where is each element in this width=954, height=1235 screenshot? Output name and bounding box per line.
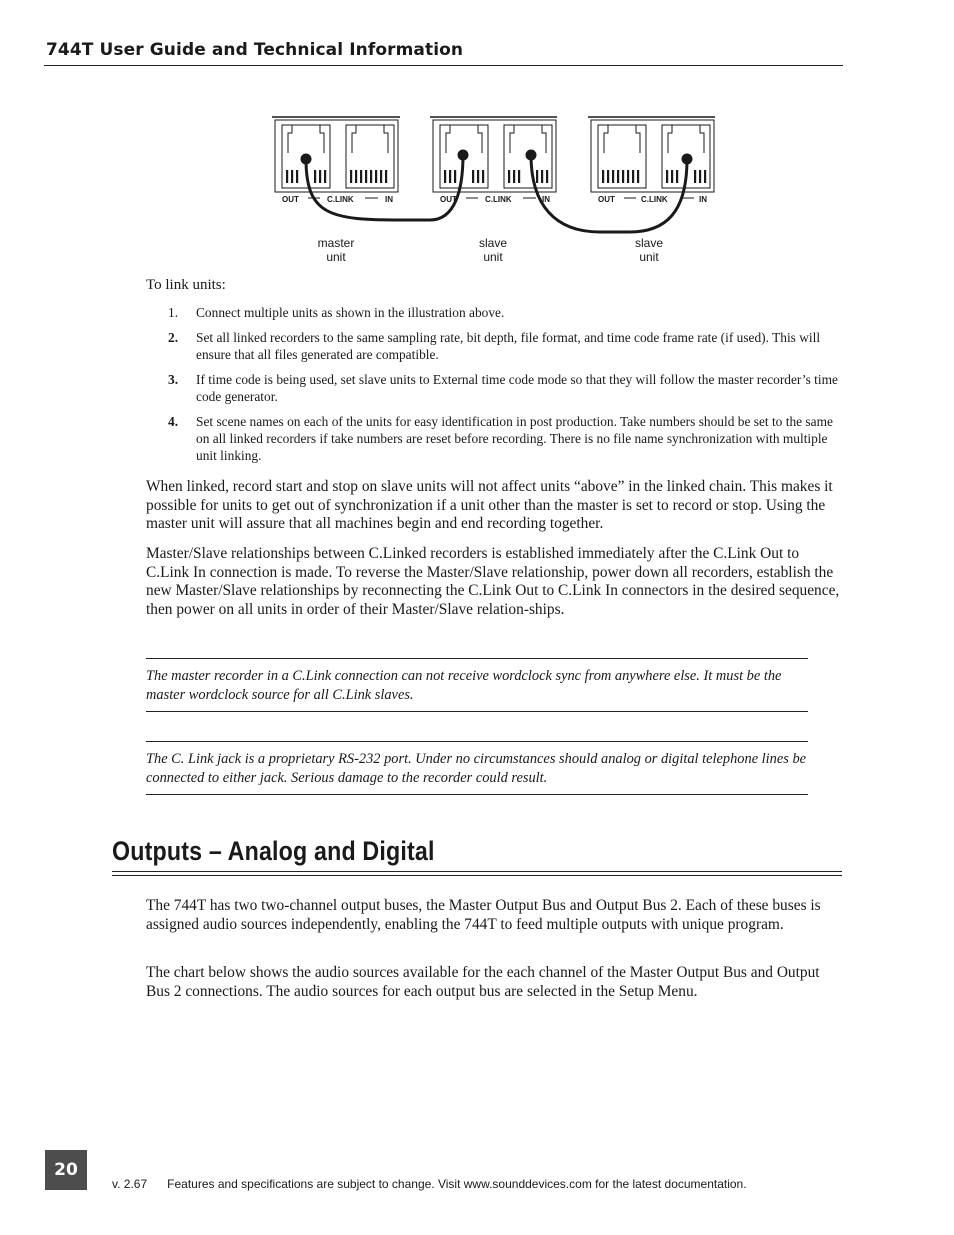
jack-label-in-3: IN bbox=[699, 195, 707, 204]
note-rs232-warning bbox=[146, 741, 808, 795]
jack-label-in-1: IN bbox=[385, 195, 393, 204]
clink-cables bbox=[306, 155, 687, 232]
step-number: 3. bbox=[168, 372, 179, 387]
note-wordclock bbox=[146, 658, 808, 712]
list-item bbox=[168, 413, 844, 464]
section-rule bbox=[112, 871, 842, 872]
paragraph-master-slave: Master/Slave relationships between C.Linked recorders is established immediately after the C.Link Out to C.Link In connection is made. To reverse the Master/Slave relationship, power down all recorders, establish the new Master/Slave relationships by reconnecting the C.Link Out to C.Link In connectors in the desired sequence, then power on all units in order of their Master/Slave relation-ships. bbox=[146, 545, 840, 619]
footer-text: Features and specifications are subject to change. Visit www.sounddevices.com for the latest documentation. bbox=[167, 1177, 747, 1191]
step-text: Set all linked recorders to the same sampling rate, bit depth, file format, and time code frame rate (if used). This will ensure that all files generated are compatible. bbox=[196, 330, 821, 362]
section-rule bbox=[112, 875, 842, 876]
jack-pins bbox=[286, 170, 706, 183]
paragraph-chart-intro: The chart below shows the audio sources available for the each channel of the Master Output Bus and Output Bus 2 connections. The audio sources for each output bus are selected in the Setup Menu. bbox=[146, 964, 820, 1000]
page-number-badge: 20 bbox=[45, 1150, 87, 1190]
list-item bbox=[168, 304, 844, 321]
jack-label-in-2: IN bbox=[542, 195, 550, 204]
cable-plugs bbox=[301, 150, 693, 165]
step-text: Connect multiple units as shown in the illustration above. bbox=[196, 305, 505, 320]
step-number: 4. bbox=[168, 414, 179, 429]
unit-caption-2-line1: slave bbox=[478, 236, 508, 250]
jack-label-out-3: OUT bbox=[598, 195, 615, 204]
unit-caption-1-line1: master bbox=[317, 236, 355, 250]
jack-label-out-2: OUT bbox=[440, 195, 457, 204]
step-number: 1. bbox=[168, 305, 179, 320]
jack-label-clink-2: C.LINK bbox=[485, 195, 512, 204]
unit-caption-3-line2: unit bbox=[639, 250, 659, 264]
unit-caption-1-line2: unit bbox=[326, 250, 346, 264]
jack-label-clink-3: C.LINK bbox=[641, 195, 668, 204]
step-text: If time code is being used, set slave units to External time code mode so that they will follow the master recorder’s time code generator. bbox=[196, 372, 838, 404]
paragraph-linked-record: When linked, record start and stop on slave units will not affect units “above” in the linked chain. This makes it possible for units to get out of synchronization if a unit other than the master is set to record or stop. Using the master unit will assure that all machines begin and end recording together. bbox=[146, 478, 833, 533]
step-number: 2. bbox=[168, 330, 179, 345]
section-heading: Outputs – Analog and Digital bbox=[112, 836, 435, 866]
unit-caption-3-line1: slave bbox=[634, 236, 664, 250]
note-text: The C. Link jack is a proprietary RS-232 port. Under no circumstances should analog or digital telephone lines be connected to either jack. Serious damage to the recorder could result. bbox=[146, 751, 807, 786]
list-item bbox=[168, 371, 844, 405]
clink-connection-diagram bbox=[0, 0, 954, 280]
paragraph-output-buses: The 744T has two two-channel output buses, the Master Output Bus and Output Bus 2. Each of these buses is assigned audio sources independently, enabling the 744T to feed multiple outputs with unique program. bbox=[146, 897, 821, 933]
list-item bbox=[168, 329, 844, 363]
jack-label-clink-1: C.LINK bbox=[327, 195, 354, 204]
intro-text: To link units: bbox=[146, 277, 226, 293]
note-text: The master recorder in a C.Link connection can not receive wordclock sync from anywhere else. It must be the master wordclock source for all C.Link slaves. bbox=[146, 668, 782, 703]
version-label: v. 2.67 bbox=[112, 1177, 148, 1191]
unit-caption-2-line2: unit bbox=[483, 250, 503, 264]
running-header: 744T User Guide and Technical Information bbox=[46, 40, 464, 60]
footer-line bbox=[112, 1177, 747, 1191]
jack-label-out-1: OUT bbox=[282, 195, 299, 204]
step-list bbox=[168, 304, 844, 472]
step-text: Set scene names on each of the units for easy identification in post production. Take numbers should be set to the same on all linked recorders if take numbers are reset before recording. There is no file name synchronization with multiple unit linking. bbox=[196, 414, 833, 463]
